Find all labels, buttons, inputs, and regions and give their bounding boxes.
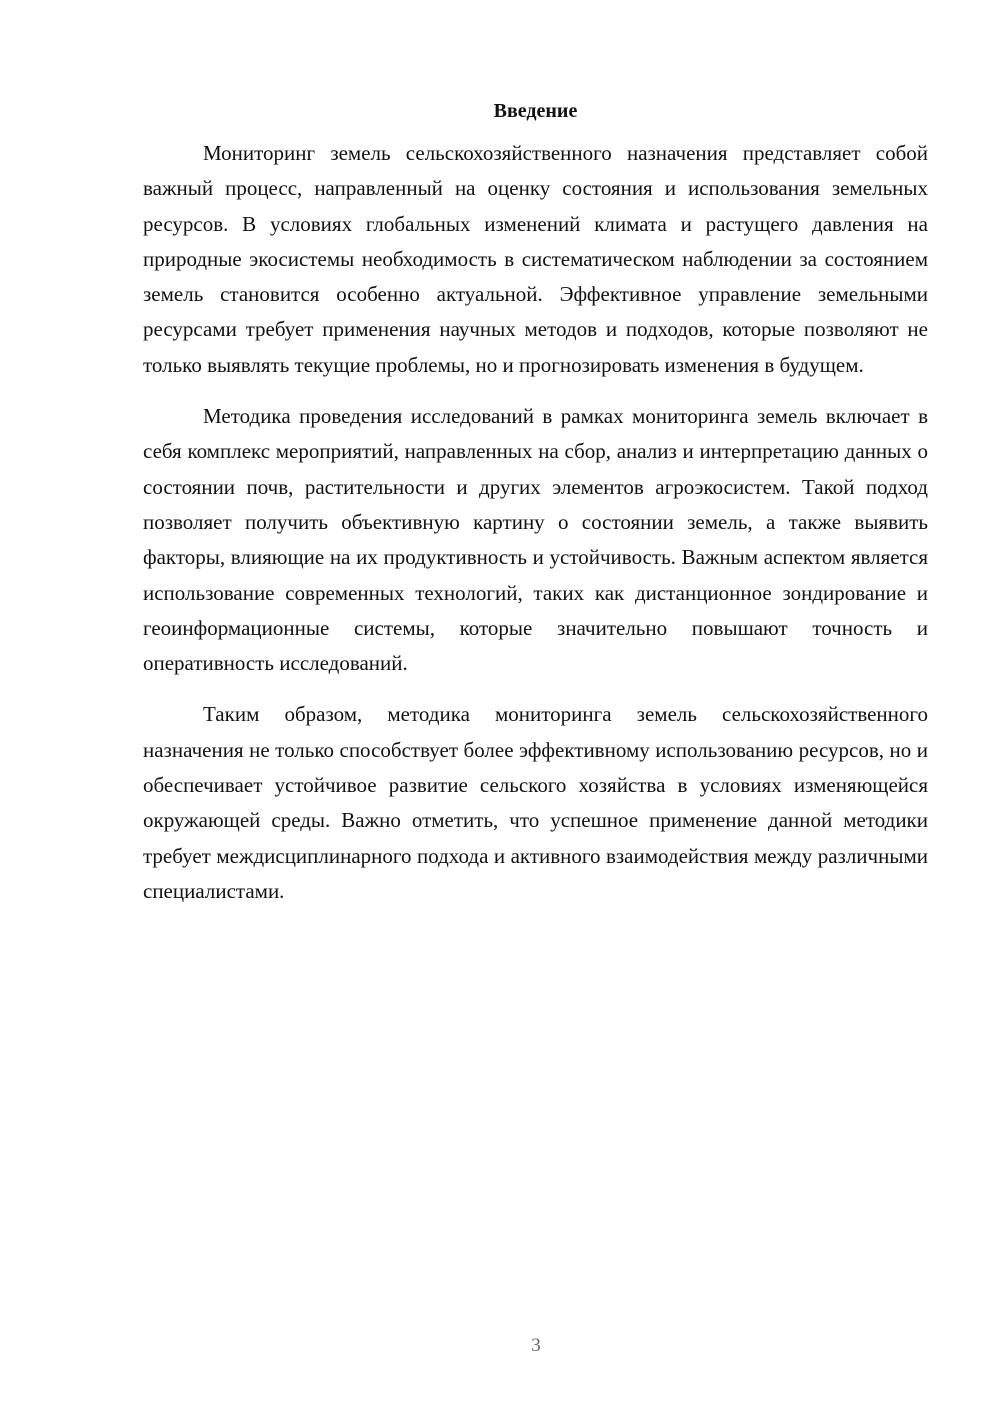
paragraph-1: Мониторинг земель сельскохозяйственного назначения представляет собой важный процесс, направленный на оценку состояния и использования земельных ресурсов. В условиях глобальных изменений климата и растущего давления на природные экосистемы необходимость в систематическом наблюдении за состоянием земель становится особенно актуальной. Эффективное управление земельными ресурсами требует применения научных методов и подходов, которые позволяют не только выявлять текущие проблемы, но и прогнозировать изменения в будущем. [143,141,928,377]
paragraph-2: Методика проведения исследований в рамках мониторинга земель включает в себя комплекс мероприятий, направленных на сбор, анализ и интерпретацию данных о состоянии почв, растительности и других элементов агроэкосистем. Такой подход позволяет получить объективную картину о состоянии земель, а также выявить факторы, влияющие на их продуктивность и устойчивость. Важным аспектом является использование современных технологий, таких как дистанционное зондирование и геоинформационные системы, которые значительно повышают точность и оперативность исследований. [143,404,928,676]
page-content [143,96,928,925]
section-heading: Введение [493,100,578,122]
page-number: 3 [531,1335,541,1356]
paragraph-3: Таким образом, методика мониторинга земель сельскохозяйственного назначения не только способствует более эффективному использованию ресурсов, но и обеспечивает устойчивое развитие сельского хозяйства в условиях изменяющейся окружающей среды. Важно отметить, что успешное применение данной методики требует междисциплинарного подхода и активного взаимодействия между различными специалистами. [143,702,928,903]
